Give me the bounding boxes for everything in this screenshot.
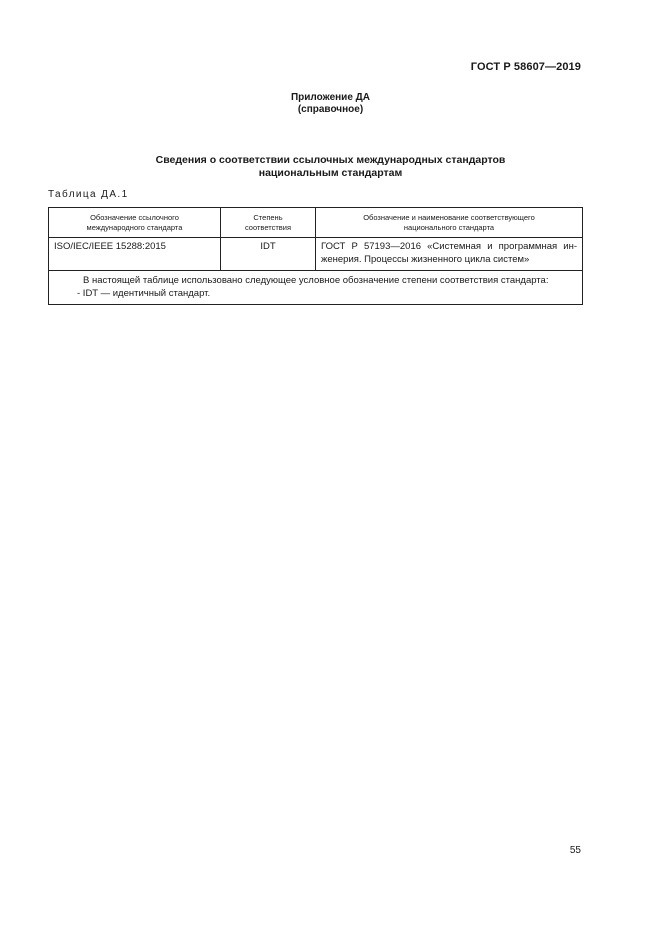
header-national-standard [316, 208, 583, 238]
table-caption: Таблица ДА.1 [48, 189, 129, 200]
standards-correspondence-table [48, 207, 583, 305]
header-degree-line-1: Степень [253, 213, 283, 222]
cell-degree: IDT [221, 238, 316, 271]
table-note-row [49, 271, 583, 305]
header-intl-standard-line-1: Обозначение ссылочного [90, 213, 179, 222]
annex-subtitle: (справочное) [297, 104, 364, 115]
cell-intl-standard: ISO/IEC/IEEE 15288:2015 [49, 238, 221, 271]
table-note-legend: - IDT — идентичный стандарт. [77, 287, 211, 299]
cell-national-standard: ГОСТ Р 57193—2016 «Системная и программная ин-женерия. Процессы жизненного цикла систем» [316, 238, 583, 271]
section-title-line-2: национальным стандартам [258, 167, 403, 179]
document-code: ГОСТ Р 58607—2019 [470, 61, 581, 73]
section-title [0, 154, 661, 180]
header-national-standard-line-1: Обозначение и наименование соответствующего [363, 213, 535, 222]
header-degree [221, 208, 316, 238]
table-note-text: В настоящей таблице использовано следующее условное обозначение степени соответствия стандарта: [83, 275, 549, 286]
section-title-line-1: Сведения о соответствии ссылочных международных стандартов [155, 154, 506, 166]
page-number: 55 [569, 845, 581, 856]
header-intl-standard [49, 208, 221, 238]
annex-title: Приложение ДА [290, 92, 371, 103]
table-header-row [49, 208, 583, 238]
header-degree-line-2: соответствия [244, 223, 292, 232]
header-national-standard-line-2: национального стандарта [403, 223, 495, 232]
header-intl-standard-line-2: международного стандарта [86, 223, 183, 232]
table-row [49, 238, 583, 271]
table-note [49, 271, 583, 305]
annex-heading [0, 92, 661, 116]
